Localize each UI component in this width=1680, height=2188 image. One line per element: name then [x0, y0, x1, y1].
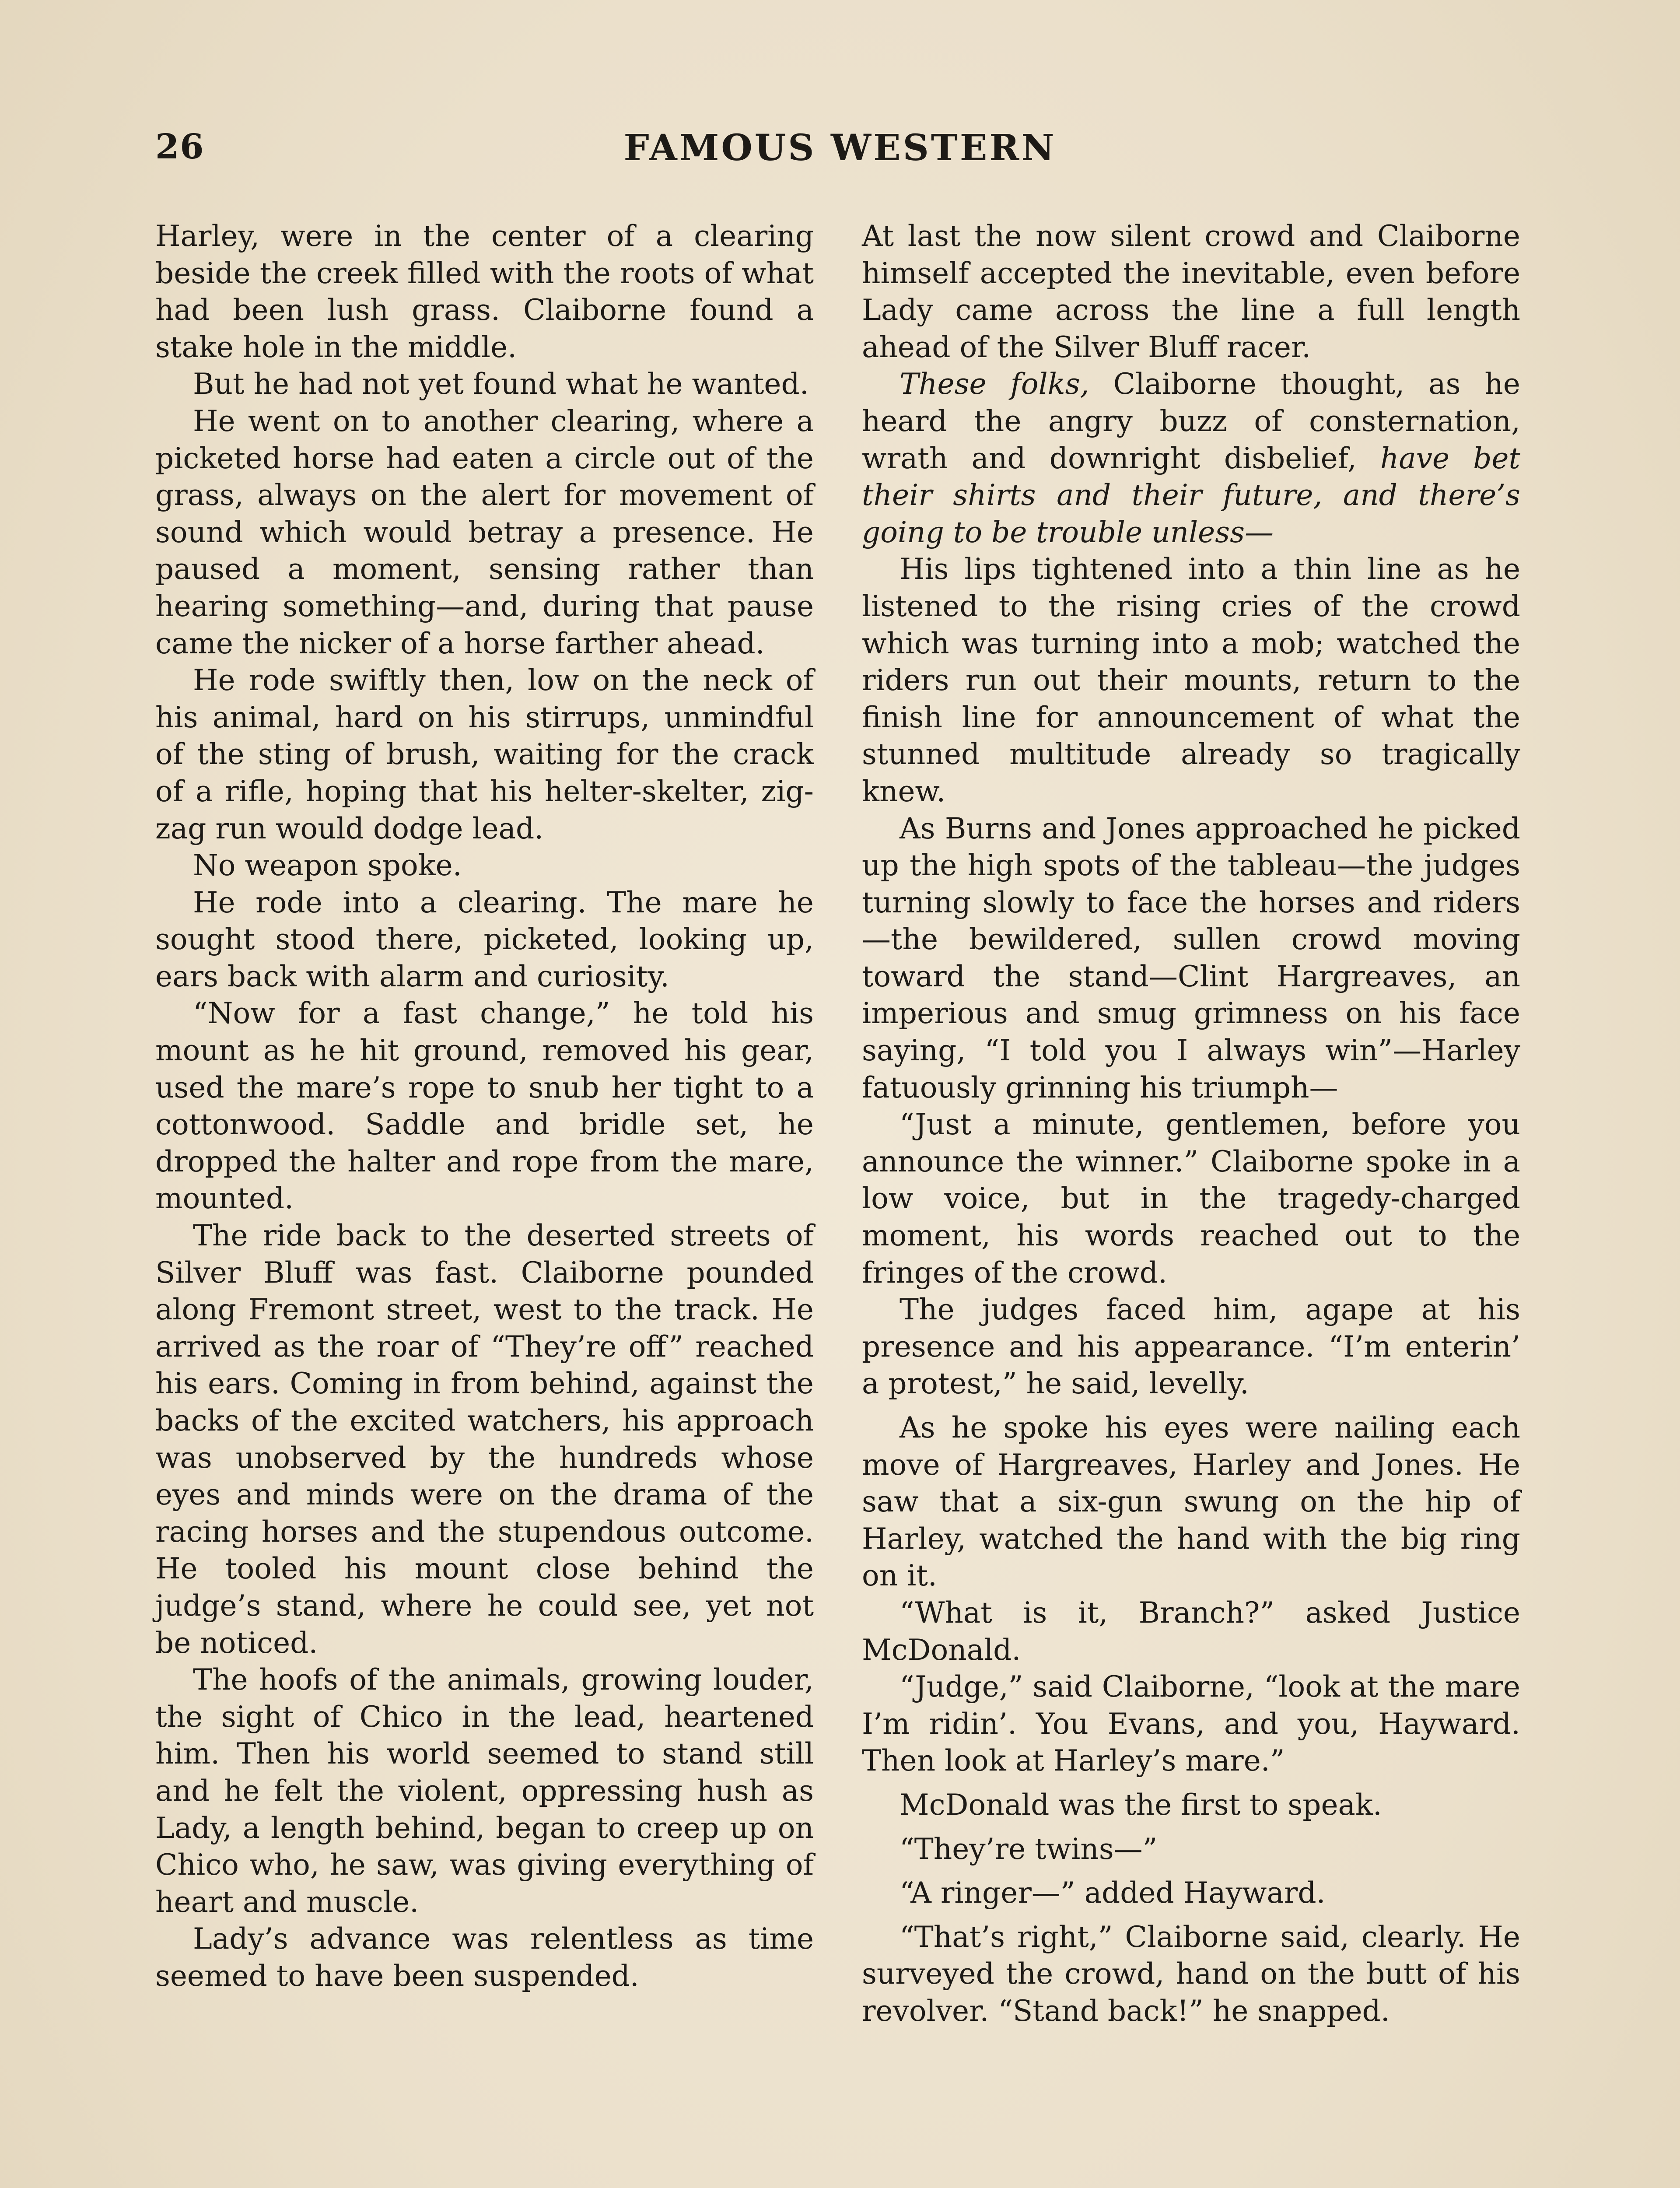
- italic-text: have bet their shirts and their future, and there’s going to be trouble unless—: [862, 441, 1521, 549]
- paragraph: He rode swiftly then, low on the neck of his animal, hard on his stirrups, unmindful of the sting of brush, waiting for the crack of a rifle, hoping that his helter-skelter, zig-zag run would dodge lead.: [155, 663, 814, 845]
- paragraph: “They’re twins—”: [900, 1832, 1158, 1866]
- paragraph: He rode into a clearing. The mare he sought stood there, picketed, looking up, ears back with alarm and curiosity.: [155, 885, 814, 993]
- paragraph: Harley, were in the center of a clearing beside the creek filled with the roots of what had been lush grass. Claiborne found a stake hole in the middle.: [155, 219, 814, 364]
- paragraph: He went on to another clearing, where a picketed horse had eaten a circle out of the grass, always on the alert for movement of sound which would betray a presence. He paused a moment, sensing rather than hearing something—and, during that pause came the nicker of a horse farther ahead.: [155, 404, 814, 660]
- italic-text: These folks,: [900, 367, 1089, 401]
- paragraph: “Just a minute, gentlemen, before you announce the winner.” Claiborne spoke in a low voice, but in the tragedy-charged moment, his words reached out to the fringes of the crowd.: [862, 1108, 1520, 1290]
- paragraph: The hoofs of the animals, growing louder, the sight of Chico in the lead, heartened him. Then his world seemed to stand still and he felt the violent, oppressing hush as Lady, a length behind, began to creep up on Chico who, he saw, was giving everything of heart and muscle.: [155, 1663, 814, 1919]
- paragraph: The ride back to the deserted streets of Silver Bluff was fast. Claiborne pounded along Fremont street, west to the track. He arrived as the roar of “They’re off” reached his ears. Coming in from behind, against the backs of the excited watchers, his approach was unobserved by the hundreds whose eyes and minds were on the drama of the racing horses and the stupendous outcome. He tooled his mount close behind the judge’s stand, where he could see, yet not be noticed.: [155, 1219, 814, 1660]
- paragraph: His lips tightened into a thin line as he listened to the rising cries of the crowd which was turning into a mob; watched the riders run out their mounts, return to the finish line for announcement of what the stunned multitude already so tragically knew.: [862, 552, 1520, 808]
- paragraph: “A ringer—” added Hayward.: [900, 1876, 1326, 1910]
- page-header: [155, 127, 1525, 184]
- paragraph: As Burns and Jones approached he picked up the high spots of the tableau—the judges turning slowly to face the horses and riders—the bewildered, sullen crowd moving toward the stand—Clint Hargreaves, an imperious and smug grimness on his face saying, “I told you I always win”—Harley fatuously grinning his triumph—: [862, 811, 1520, 1105]
- running-head: FAMOUS WESTERN: [623, 127, 1057, 169]
- paragraph: “Judge,” said Claiborne, “look at the mare I’m ridin’. You Evans, and you, Hayward. Then look at Harley’s mare.”: [862, 1670, 1520, 1778]
- right-column: [862, 218, 1520, 2030]
- page-number: 26: [155, 127, 205, 167]
- roman-text: Claiborne thought, as he heard the angry buzz of consternation, wrath and downright disbelief,: [862, 367, 1520, 475]
- paragraph: The judges faced him, agape at his presence and his appearance. “I’m enterin’ a protest,” he said, levelly.: [862, 1293, 1520, 1401]
- left-column: [155, 218, 814, 1995]
- paragraph: At last the now silent crowd and Claiborne himself accepted the inevitable, even before Lady came across the line a full length ahead of the Silver Bluff racer.: [862, 219, 1520, 364]
- paragraph: McDonald was the first to speak.: [900, 1788, 1382, 1822]
- paragraph: No weapon spoke.: [193, 849, 462, 883]
- paragraph: “That’s right,” Claiborne said, clearly. He surveyed the crowd, hand on the butt of his revolver. “Stand back!” he snapped.: [862, 1920, 1520, 2028]
- paragraph: “Now for a fast change,” he told his mount as he hit ground, removed his gear, used the mare’s rope to snub her tight to a cottonwood. Saddle and bridle set, he dropped the halter and rope from the mare, mounted.: [155, 996, 814, 1216]
- paragraph-italic-thought: [862, 366, 1520, 551]
- paragraph: Lady’s advance was relentless as time seemed to have been suspended.: [155, 1922, 814, 1993]
- paragraph: As he spoke his eyes were nailing each move of Hargreaves, Harley and Jones. He saw that a six-gun swung on the hip of Harley, watched the hand with the big ring on it.: [862, 1411, 1520, 1593]
- paragraph: But he had not yet found what he wanted.: [193, 367, 809, 401]
- paragraph: “What is it, Branch?” asked Justice McDonald.: [862, 1595, 1520, 1667]
